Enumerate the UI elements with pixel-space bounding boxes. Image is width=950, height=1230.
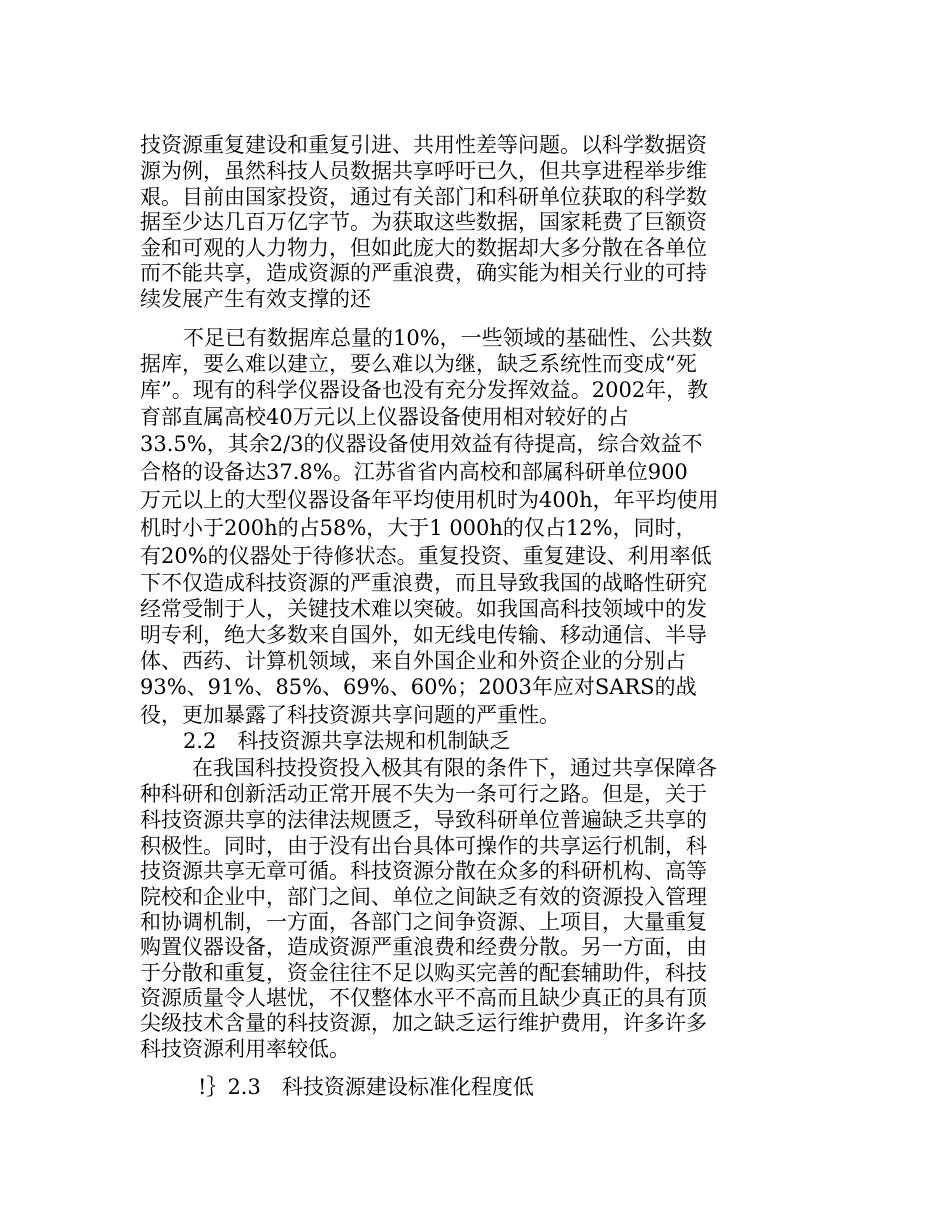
paragraph-2-line-1: 不足已有数据库总量的10%，一些领域的基础性、公共数 — [183, 326, 713, 350]
paragraph-3-line-1: 在我国科技投资投入极其有限的条件下，通过共享保障各 — [192, 756, 717, 780]
paragraph-3-line-4: 积极性。同时，由于没有出台具体可操作的共享运行机制，科 — [140, 834, 707, 858]
paragraph-3-line-9: 于分散和重复，资金往往不足以购买完善的配套辅助件，科技 — [140, 961, 707, 985]
paragraph-1-line-4: 据至少达几百万亿字节。为获取这些数据，国家耗费了巨额资 — [140, 210, 707, 234]
paragraph-2-line-9: 有20%的仪器处于待修状态。重复投资、重复建设、利用率低 — [140, 544, 712, 568]
paragraph-3-line-11: 尖级技术含量的科技资源，加之缺乏运行维护费用，许多许多 — [140, 1011, 707, 1035]
paragraph-2-line-11: 经常受制于人，关键技术难以突破。如我国高科技领域中的发 — [140, 597, 707, 621]
paragraph-2-line-14: 93%、91%、85%、69%、60%；2003年应对SARS的战 — [140, 675, 697, 699]
paragraph-2-line-13: 体、西药、计算机领域，来自外国企业和外资企业的分别占 — [140, 649, 686, 673]
paragraph-1-line-6: 而不能共享，造成资源的严重浪费，确实能为相关行业的可持 — [140, 261, 707, 285]
paragraph-2-line-15: 役，更加暴露了科技资源共享问题的严重性。 — [140, 703, 560, 727]
section-heading-2-3: !｝2.3 科技资源建设标准化程度低 — [198, 1075, 534, 1099]
paragraph-2-line-8: 机时小于200h的占58%，大于1 000h的仅占12%，同时， — [140, 516, 697, 540]
paragraph-2-line-2: 据库，要么难以建立，要么难以为继，缺乏系统性而变成“死 — [140, 352, 697, 376]
paragraph-1-line-5: 金和可观的人力物力，但如此庞大的数据却大多分散在各单位 — [140, 236, 707, 260]
paragraph-1-line-3: 艰。目前由国家投资，通过有关部门和科研单位获取的科学数 — [140, 185, 707, 209]
paragraph-1-line-7: 续发展产生有效支撑的还 — [140, 287, 371, 311]
paragraph-2-line-5: 33.5%，其余2/3的仪器设备使用效益有待提高，综合效益不 — [140, 432, 703, 456]
paragraph-3-line-6: 院校和企业中，部门之间、单位之间缺乏有效的资源投入管理 — [140, 885, 707, 909]
section-heading-2-2: 2.2 科技资源共享法规和机制缺乏 — [183, 729, 511, 753]
paragraph-3-line-5: 技资源共享无章可循。科技资源分散在众多的科研机构、高等 — [140, 859, 707, 883]
paragraph-3-line-2: 种科研和创新活动正常开展不失为一条可行之路。但是，关于 — [140, 782, 707, 806]
paragraph-1-line-2: 源为例，虽然科技人员数据共享呼吁已久，但共享进程举步维 — [140, 159, 707, 183]
paragraph-3-line-7: 和协调机制，一方面，各部门之间争资源、上项目，大量重复 — [140, 910, 707, 934]
paragraph-3-line-12: 科技资源利用率较低。 — [140, 1037, 350, 1061]
paragraph-2-line-7: 万元以上的大型仪器设备年平均使用机时为400h，年平均使用 — [140, 488, 719, 512]
paragraph-2-line-10: 下不仅造成科技资源的严重浪费，而且导致我国的战略性研究 — [140, 571, 707, 595]
paragraph-3-line-3: 科技资源共享的法律法规匮乏，导致科研单位普遍缺乏共享的 — [140, 808, 707, 832]
paragraph-2-line-6: 合格的设备达37.8%。江苏省省内高校和部属科研单位900 — [140, 460, 688, 484]
paragraph-2-line-12: 明专利，绝大多数来自国外，如无线电传输、移动通信、半导 — [140, 623, 707, 647]
paragraph-3-line-10: 资源质量令人堪忧，不仅整体水平不高而且缺少真正的具有顶 — [140, 986, 707, 1010]
paragraph-2-line-4: 育部直属高校40万元以上仪器设备使用相对较好的占 — [140, 405, 629, 429]
paragraph-2-line-3: 库”。现有的科学仪器设备也没有充分发挥效益。2002年，教 — [140, 378, 709, 402]
paragraph-1-line-1: 技资源重复建设和重复引进、共用性差等问题。以科学数据资 — [140, 133, 707, 157]
paragraph-3-line-8: 购置仪器设备，造成资源严重浪费和经费分散。另一方面，由 — [140, 935, 707, 959]
